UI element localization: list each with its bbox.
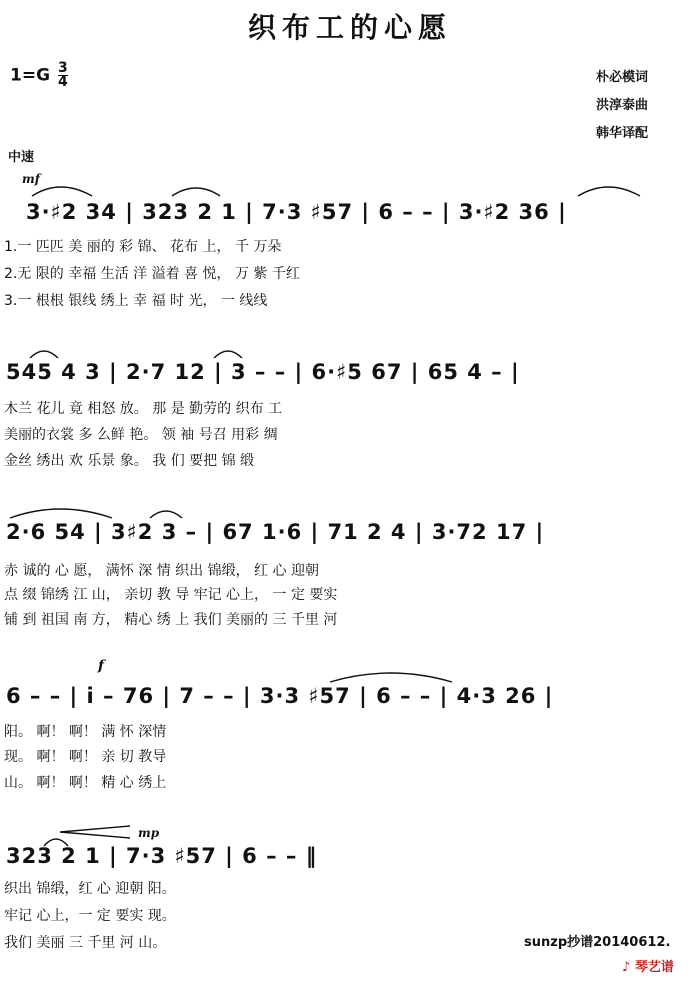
translator: 韩华译配 xyxy=(596,126,649,141)
lyric-verse-2: 美丽的衣裳 多 么鲜 艳。 领 袖 号召 用彩 绸 xyxy=(4,427,278,443)
song-title: 织布工的心愿 xyxy=(247,11,452,44)
slur xyxy=(32,187,92,196)
notation-line: 3·♯2 34 | 323 2 1 | 7·3 ♯57 | 6 – – | 3·♯2 36 | xyxy=(26,200,567,224)
slur xyxy=(44,839,68,846)
notation-line: 2·6 54 | 3♯2 3 – | 67 1·6 | 71 2 4 | 3·72 17 | xyxy=(6,520,545,544)
time-numerator: 3 xyxy=(57,60,68,76)
time-denominator: 4 xyxy=(57,74,68,90)
slur xyxy=(578,187,640,196)
slur xyxy=(10,509,112,518)
slur xyxy=(172,188,220,196)
lyric-verse-2: 2.无 限的 幸福 生活 洋 溢着 喜 悦， 万 紫 千红 xyxy=(4,266,300,282)
logo-icon: ♪ xyxy=(622,960,631,975)
dynamic-mp: mp xyxy=(138,826,160,840)
lyric-verse-2: 牢记 心上，一 定 要实 现。 xyxy=(4,908,176,924)
slur xyxy=(30,351,58,358)
slur xyxy=(330,673,452,682)
slur xyxy=(214,351,242,358)
lyric-verse-3: 山。 啊！ 啊！ 精 心 绣上 xyxy=(4,775,167,791)
notation-line: 6 – – | i – 76 | 7 – – | 3·3 ♯57 | 6 – – | 4·3 26 | xyxy=(6,684,554,708)
lyric-verse-3: 铺 到 祖国 南 方， 精心 绣 上 我们 美丽的 三 千里 河 xyxy=(4,612,338,628)
key-label: 1=G xyxy=(10,65,51,86)
lyric-verse-3: 3.一 根根 银线 绣上 幸 福 时 光， 一 线线 xyxy=(4,293,268,309)
lyric-verse-2: 点 缀 锦绣 江 山， 亲切 教 导 牢记 心上， 一 定 要实 xyxy=(4,587,338,603)
lyric-verse-3: 我们 美丽 三 千里 河 山。 xyxy=(4,935,167,951)
logo-text: 琴艺谱 xyxy=(634,960,674,975)
notation-line: 545 4 3 | 2·7 12 | 3 – – | 6·♯5 67 | 65 4 – | xyxy=(6,360,520,384)
composer: 洪淳泰曲 xyxy=(596,98,649,113)
lyric-verse-1: 织出 锦缎，红 心 迎朝 阳。 xyxy=(4,881,176,897)
lyric-verse-2: 现。 啊！ 啊！ 亲 切 教导 xyxy=(4,749,167,765)
tempo-marking: 中速 xyxy=(8,150,35,165)
dynamic-f: f xyxy=(98,658,105,674)
lyric-verse-3: 金丝 绣出 欢 乐景 象。 我 们 要把 锦 缎 xyxy=(4,453,255,469)
crescendo-hairpin xyxy=(60,826,130,838)
lyric-verse-1: 木兰 花儿 竟 相怒 放。 那 是 勤劳的 织布 工 xyxy=(4,401,283,417)
lyricist: 朴必模词 xyxy=(596,70,649,85)
lyric-verse-1: 赤 诚的 心 愿， 满怀 深 情 织出 锦缎， 红 心 迎朝 xyxy=(4,563,319,579)
slur xyxy=(150,511,182,518)
lyric-verse-1: 1.一 匹匹 美 丽的 彩 锦、 花布 上， 千 万朵 xyxy=(4,239,282,255)
transcriber-signature: sunzp抄谱20140612. xyxy=(524,935,671,950)
dynamic-mf: mf xyxy=(22,172,40,186)
lyric-verse-1: 阳。 啊！ 啊！ 满 怀 深情 xyxy=(4,724,167,740)
notation-line: 323 2 1 | 7·3 ♯57 | 6 – – ‖ xyxy=(6,844,318,868)
